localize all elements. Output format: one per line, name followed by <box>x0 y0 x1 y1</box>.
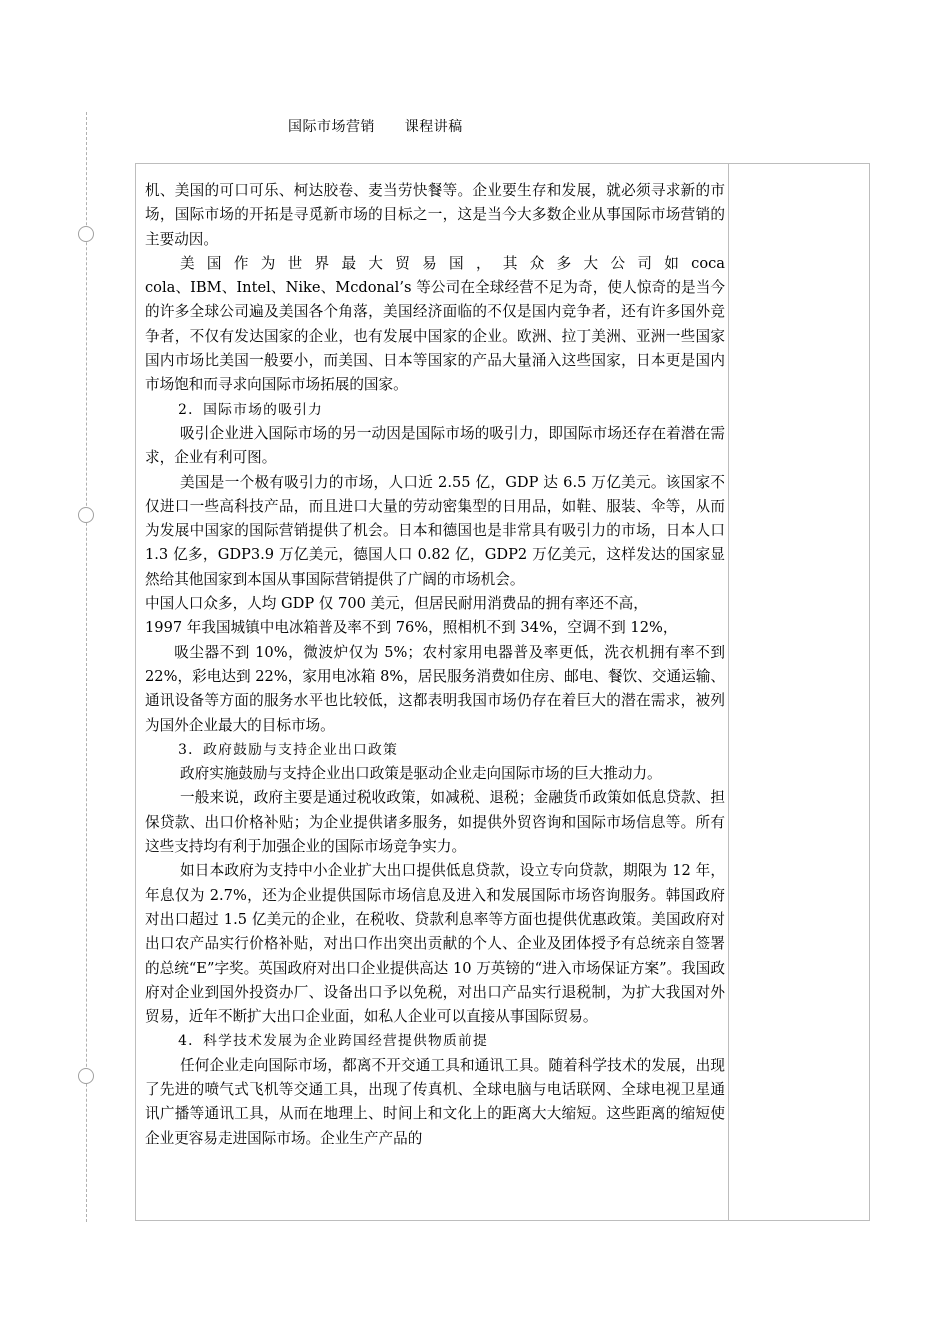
binding-hole <box>78 507 94 523</box>
frame-bottom-edge <box>135 1220 870 1221</box>
lecture-text <box>145 179 725 1220</box>
section-heading: 3．政府鼓励与支持企业出口政策 <box>178 741 399 758</box>
paragraph-line: 美 国 作 为 世 界 最 大 贸 易 国 ， 其 众 多 大 公 司 如 coca <box>180 254 725 272</box>
binding-hole <box>78 226 94 242</box>
paragraph: 任何企业走向国际市场，都离不开交通工具和通讯工具。随着科学技术的发展，出现了先进的喷气式飞机等交通工具，出现了传真机、全球电脑与电话联网、全球电视卫星通讯广播等通讯工具，从而在地理上、时间上和文化上的距离大大缩短。这些距离的缩短使企业更容易走进国际市场。企业生产产品的 <box>145 1056 725 1147</box>
paragraph: 如日本政府为支持中小企业扩大出口提供低息贷款，设立专向贷款，期限为 12 年，年息仅为 2.7%，还为企业提供国际市场信息及进入和发展国际市场咨询服务。韩国政府对出口超过 1.5 亿美元的企业，在税收、贷款利息率等方面也提供优惠政策。美国政府对出口农产品实行价格补贴，对出口作出突出贡献的个人、企业及团体授予有总统亲自签署的总统“E”字奖。英国政府对出口企业提供高达 10 万英镑的“进入市场保证方案”。我国政府对企业到国外投资办厂、设备出口予以免税，对出口产品实行退税制，为扩大我国对外贸易，近年不断扩大出口企业面，如私人企业可以直接从事国际贸易。 <box>145 862 725 1026</box>
margin-column-divider <box>728 163 729 1221</box>
section-heading: 4．科学技术发展为企业跨国经营提供物质前提 <box>178 1033 489 1050</box>
header-title: 国际市场营销 <box>288 119 375 135</box>
paragraph: 机、美国的可口可乐、柯达胶卷、麦当劳快餐等。企业要生存和发展，就必须寻求新的市场，国际市场的开拓是寻觅新市场的目标之一，这是当今大多数企业从事国际市场营销的主要动因。 <box>145 182 725 248</box>
paragraph: cola、IBM、Intel、Nike、Mcdonal’s 等公司在全球经营不足为奇，使人惊奇的是当今的许多全球公司遍及美国各个角落，美国经济面临的不仅是国内竞争者，还有许多国外竞争者，不仅有发达国家的企业，也有发展中国家的企业。欧洲、拉丁美洲、亚洲一些国家国内市场比美国一般要小，而美国、日本等国家的产品大量涌入这些国家，日本更是国内市场饱和而寻求向国际市场拓展的国家。 <box>145 279 725 394</box>
header-subtitle: 课程讲稿 <box>404 119 463 135</box>
paragraph-line: 1997 年我国城镇中电冰箱普及率不到 76%，照相机不到 34%，空调不到 12%， <box>145 619 678 637</box>
binding-guide-line <box>86 112 87 1222</box>
paragraph: 美国是一个极有吸引力的市场，人口近 2.55 亿，GDP 达 6.5 万亿美元。该国家不仅进口一些高科技产品，而且进口大量的劳动密集型的日用品，如鞋、服装、伞等，从而为发展中国家的国际营销提供了机会。日本和德国也是非常具有吸引力的市场，日本人口 1.3 亿多，GDP3.9 万亿美元，德国人口 0.82 亿，GDP2 万亿美元，这样发达的国家显然给其他国家到本国从事国际营销提供了广阔的市场机会。 <box>145 473 725 588</box>
page-header <box>288 116 463 136</box>
paragraph: 吸尘器不到 10%，微波炉仅为 5%；农村家用电器普及率更低，洗衣机拥有率不到 22%，彩电达到 22%，家用电冰箱 8%，居民服务消费如住房、邮电、餐饮、交通运输、通讯设备等方面的服务水平也比较低，这都表明我国市场仍存在着巨大的潜在需求，被列为国外企业最大的目标市场。 <box>145 643 725 734</box>
paragraph-line: 中国人口众多，人均 GDP 仅 700 美元，但居民耐用消费品的拥有率还不高， <box>145 595 648 613</box>
paragraph: 吸引企业进入国际市场的另一动因是国际市场的吸引力，即国际市场还存在着潜在需求，企业有利可图。 <box>145 424 725 467</box>
binding-hole <box>78 1068 94 1084</box>
paragraph: 一般来说，政府主要是通过税收政策，如减税、退税；金融货币政策如低息贷款、担保贷款、出口价格补贴；为企业提供诸多服务，如提供外贸咨询和国际市场信息等。所有这些支持均有利于加强企业的国际市场竞争实力。 <box>145 789 725 856</box>
paragraph: 政府实施鼓励与支持企业出口政策是驱动企业走向国际市场的巨大推动力。 <box>180 765 662 783</box>
section-heading: 2．国际市场的吸引力 <box>178 401 324 418</box>
